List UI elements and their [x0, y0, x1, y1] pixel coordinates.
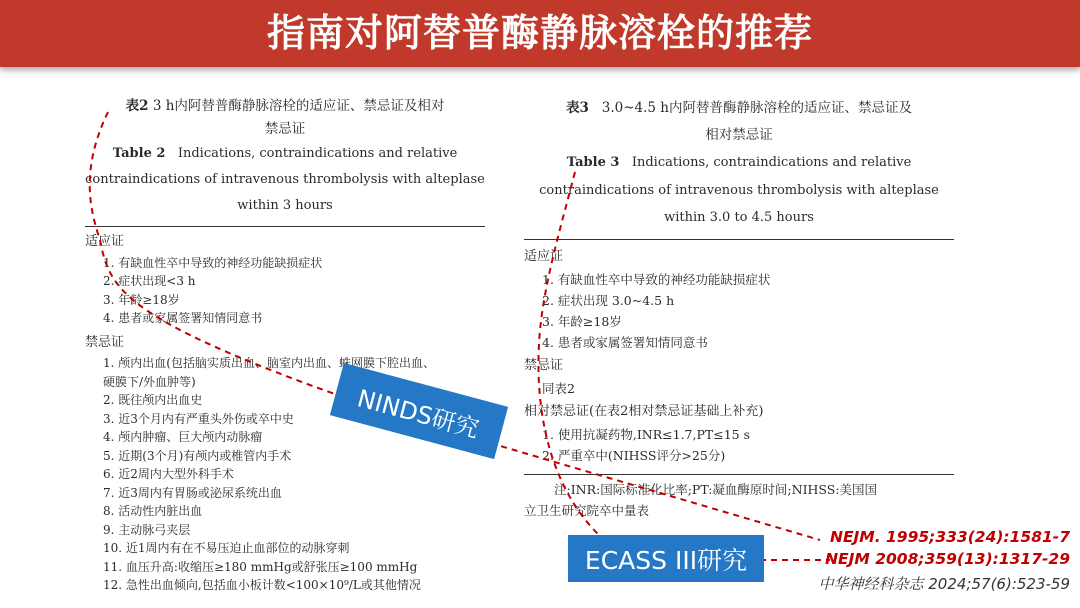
- list-item: 同表2: [542, 380, 575, 396]
- list-item: 2. 症状出现 3.0~4.5 h: [542, 292, 675, 308]
- reference-nejm-2008: NEJM 2008;359(13):1317-29: [825, 550, 1070, 568]
- table-rule: [524, 239, 954, 240]
- slide-title: 指南对阿替普酶静脉溶栓的推荐: [266, 11, 813, 55]
- table-3-caption-en: Table 3 Indications, contraindications and relative contraindications of intravenous thrombolysis with alteplase within 3.0 to 4.5 hours: [539, 155, 939, 225]
- list-item: 1. 颅内出血(包括脑实质出血、脑室内出血、蛛网膜下腔出血、: [103, 356, 435, 370]
- list-item: 7. 近3周内有胃肠或泌尿系统出血: [103, 485, 282, 500]
- table-rule: [524, 474, 954, 475]
- indications-heading: 适应证: [524, 248, 564, 264]
- list-item: 3. 近3个月内有严重头外伤或卒中史: [103, 411, 294, 426]
- table-2: [85, 95, 485, 595]
- list-item: 2. 症状出现<3 h: [103, 274, 196, 288]
- table-note: 立卫生研究院卒中量表: [524, 502, 650, 518]
- list-item: 12. 急性出血倾向,包括血小板计数<100×10⁹/L或其他情况: [103, 578, 421, 592]
- list-item: 3. 年龄≥18岁: [103, 292, 180, 307]
- list-item: 1. 使用抗凝药物,INR≤1.7,PT≤15 s: [542, 426, 751, 442]
- list-item: 6. 近2周内大型外科手术: [103, 467, 234, 481]
- list-item: 9. 主动脉弓夹层: [103, 522, 191, 537]
- table-2-caption-cn: 表2 3 h内阿替普酶静脉溶栓的适应证、禁忌证及相对 禁忌证: [125, 98, 445, 137]
- table-note: 注:INR:国际标准化比率;PT:凝血酶原时间;NIHSS:美国国: [554, 481, 878, 497]
- table-rule: [85, 226, 485, 227]
- list-item: 1. 有缺血性卒中导致的神经功能缺损症状: [103, 255, 323, 270]
- list-item: 硬膜下/外血肿等): [103, 374, 196, 389]
- list-item: 4. 颅内肿瘤、巨大颅内动脉瘤: [103, 430, 263, 444]
- relative-contraindications-heading: 相对禁忌证(在表2相对禁忌证基础上补充): [524, 403, 764, 419]
- table-3-caption-cn: 表3 3.0~4.5 h内阿替普酶静脉溶栓的适应证、禁忌证及 相对禁忌证: [565, 100, 913, 143]
- list-item: 8. 活动性内脏出血: [103, 504, 203, 518]
- indications-heading: 适应证: [85, 234, 125, 249]
- list-item: 4. 患者或家属签署知情同意书: [103, 311, 263, 325]
- title-bar: [0, 0, 1080, 67]
- contraindications-heading: 禁忌证: [85, 334, 125, 350]
- list-item: 2. 既往颅内出血史: [103, 393, 203, 407]
- table-3: [524, 95, 954, 521]
- ninds-study-label: NINDS研究: [330, 363, 508, 459]
- list-item: 1. 有缺血性卒中导致的神经功能缺损症状: [542, 271, 771, 287]
- table-2-caption-en: Table 2 Indications, contraindications and relative contraindications of intravenous thrombolysis with alteplase within 3 hours: [85, 146, 485, 213]
- list-item: 11. 血压升高:收缩压≥180 mmHg或舒张压≥100 mmHg: [103, 559, 418, 574]
- reference-chinese-journal: 中华神经科杂志 2024;57(6):523-59: [818, 575, 1070, 593]
- reference-nejm-1995: NEJM. 1995;333(24):1581-7: [829, 528, 1070, 546]
- ecass-study-label: ECASS III研究: [568, 535, 764, 582]
- list-item: 4. 患者或家属签署知情同意书: [542, 334, 708, 350]
- list-item: 2. 严重卒中(NIHSS评分>25分): [542, 447, 726, 463]
- list-item: 5. 近期(3个月)有颅内或椎管内手术: [103, 448, 292, 463]
- list-item: 3. 年龄≥18岁: [542, 313, 622, 329]
- contraindications-heading: 禁忌证: [524, 357, 564, 373]
- list-item: 10. 近1周内有在不易压迫止血部位的动脉穿刺: [103, 541, 350, 555]
